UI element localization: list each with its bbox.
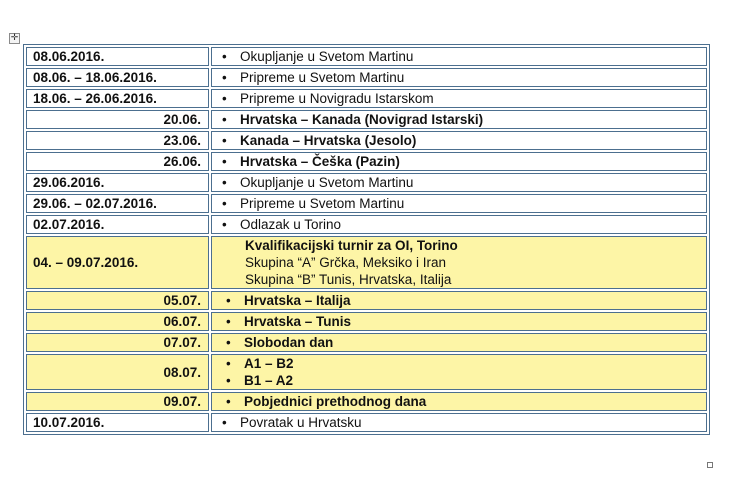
event-text: Kanada – Hrvatska (Jesolo) xyxy=(240,133,417,148)
bullet-icon: • xyxy=(222,175,227,190)
list-item xyxy=(218,174,700,191)
table-row xyxy=(26,413,707,432)
table-row xyxy=(26,312,707,331)
event-text: Pripreme u Svetom Martinu xyxy=(240,196,405,211)
list-item xyxy=(218,216,700,233)
table-resize-handle[interactable] xyxy=(707,462,713,468)
table-row xyxy=(26,68,707,87)
event-text: B1 – A2 xyxy=(244,373,294,388)
event-text: Pripreme u Svetom Martinu xyxy=(240,70,405,85)
event-cell xyxy=(211,291,707,310)
event-cell xyxy=(211,131,707,150)
date-cell: 05.07. xyxy=(26,291,209,310)
event-text: Povratak u Hrvatsku xyxy=(240,415,362,430)
bullet-icon: • xyxy=(226,293,231,308)
date-cell: 08.07. xyxy=(26,354,209,390)
table-row xyxy=(26,291,707,310)
event-cell xyxy=(211,392,707,411)
event-cell xyxy=(211,194,707,213)
event-cell xyxy=(211,312,707,331)
event-cell xyxy=(211,333,707,352)
group-line: Skupina “B” Tunis, Hrvatska, Italija xyxy=(245,272,452,287)
event-text: Hrvatska – Kanada (Novigrad Istarski) xyxy=(240,112,484,127)
date-cell: 20.06. xyxy=(26,110,209,129)
event-cell xyxy=(211,47,707,66)
list-item xyxy=(218,195,700,212)
list-item xyxy=(218,414,700,431)
event-text: Pripreme u Novigradu Istarskom xyxy=(240,91,434,106)
bullet-icon: • xyxy=(222,415,227,430)
table-row xyxy=(26,392,707,411)
event-cell xyxy=(211,215,707,234)
list-item xyxy=(218,393,700,410)
event-cell xyxy=(211,89,707,108)
table-row xyxy=(26,194,707,213)
schedule-table xyxy=(23,44,710,435)
event-cell xyxy=(211,173,707,192)
list-item xyxy=(218,111,700,128)
bullet-icon: • xyxy=(226,335,231,350)
event-cell xyxy=(211,68,707,87)
list-item xyxy=(218,132,700,149)
event-cell xyxy=(211,413,707,432)
bullet-icon: • xyxy=(222,49,227,64)
group-line: Skupina “A” Grčka, Meksiko i Iran xyxy=(245,255,447,270)
date-cell: 10.07.2016. xyxy=(26,413,209,432)
bullet-icon: • xyxy=(222,91,227,106)
date-cell: 09.07. xyxy=(26,392,209,411)
table-row xyxy=(26,173,707,192)
list-item xyxy=(218,69,700,86)
event-cell xyxy=(211,354,707,390)
date-cell: 08.06. – 18.06.2016. xyxy=(26,68,209,87)
list-item xyxy=(218,90,700,107)
list-item xyxy=(218,153,700,170)
event-text: Okupljanje u Svetom Martinu xyxy=(240,49,414,64)
bullet-icon: • xyxy=(222,217,227,232)
table-row xyxy=(26,152,707,171)
event-text: Hrvatska – Tunis xyxy=(244,314,352,329)
table-move-handle[interactable]: ✛ xyxy=(10,33,19,43)
table-row xyxy=(26,89,707,108)
date-cell: 04. – 09.07.2016. xyxy=(26,236,209,289)
list-item xyxy=(218,313,700,330)
table-row xyxy=(26,333,707,352)
list-item xyxy=(218,334,700,351)
event-text: Slobodan dan xyxy=(244,335,334,350)
table-row xyxy=(26,215,707,234)
bullet-icon: • xyxy=(222,154,227,169)
bullet-icon: • xyxy=(222,70,227,85)
event-text: Odlazak u Torino xyxy=(240,217,342,232)
date-cell: 02.07.2016. xyxy=(26,215,209,234)
table-row xyxy=(26,236,707,289)
event-text: A1 – B2 xyxy=(244,356,294,371)
table-row xyxy=(26,47,707,66)
event-cell xyxy=(211,152,707,171)
event-text: Pobjednici prethodnog dana xyxy=(244,394,427,409)
date-cell: 29.06. – 02.07.2016. xyxy=(26,194,209,213)
schedule-body xyxy=(26,47,707,432)
bullet-icon: • xyxy=(226,356,231,371)
bullet-icon: • xyxy=(222,196,227,211)
bullet-icon: • xyxy=(226,373,231,388)
date-cell: 07.07. xyxy=(26,333,209,352)
event-text: Hrvatska – Italija xyxy=(244,293,351,308)
date-cell: 18.06. – 26.06.2016. xyxy=(26,89,209,108)
list-item xyxy=(218,372,700,389)
list-item xyxy=(218,48,700,65)
date-cell: 29.06.2016. xyxy=(26,173,209,192)
date-cell: 23.06. xyxy=(26,131,209,150)
tournament-title: Kvalifikacijski turnir za OI, Torino xyxy=(245,238,458,253)
bullet-icon: • xyxy=(222,133,227,148)
table-row xyxy=(26,131,707,150)
event-cell xyxy=(211,110,707,129)
list-item xyxy=(218,292,700,309)
date-cell: 08.06.2016. xyxy=(26,47,209,66)
event-text: Hrvatska – Češka (Pazin) xyxy=(240,154,400,169)
bullet-icon: • xyxy=(222,112,227,127)
event-cell xyxy=(211,236,707,289)
event-text: Okupljanje u Svetom Martinu xyxy=(240,175,414,190)
bullet-icon: • xyxy=(226,394,231,409)
table-row xyxy=(26,110,707,129)
date-cell: 26.06. xyxy=(26,152,209,171)
list-item xyxy=(218,355,700,372)
table-row xyxy=(26,354,707,390)
bullet-icon: • xyxy=(226,314,231,329)
date-cell: 06.07. xyxy=(26,312,209,331)
